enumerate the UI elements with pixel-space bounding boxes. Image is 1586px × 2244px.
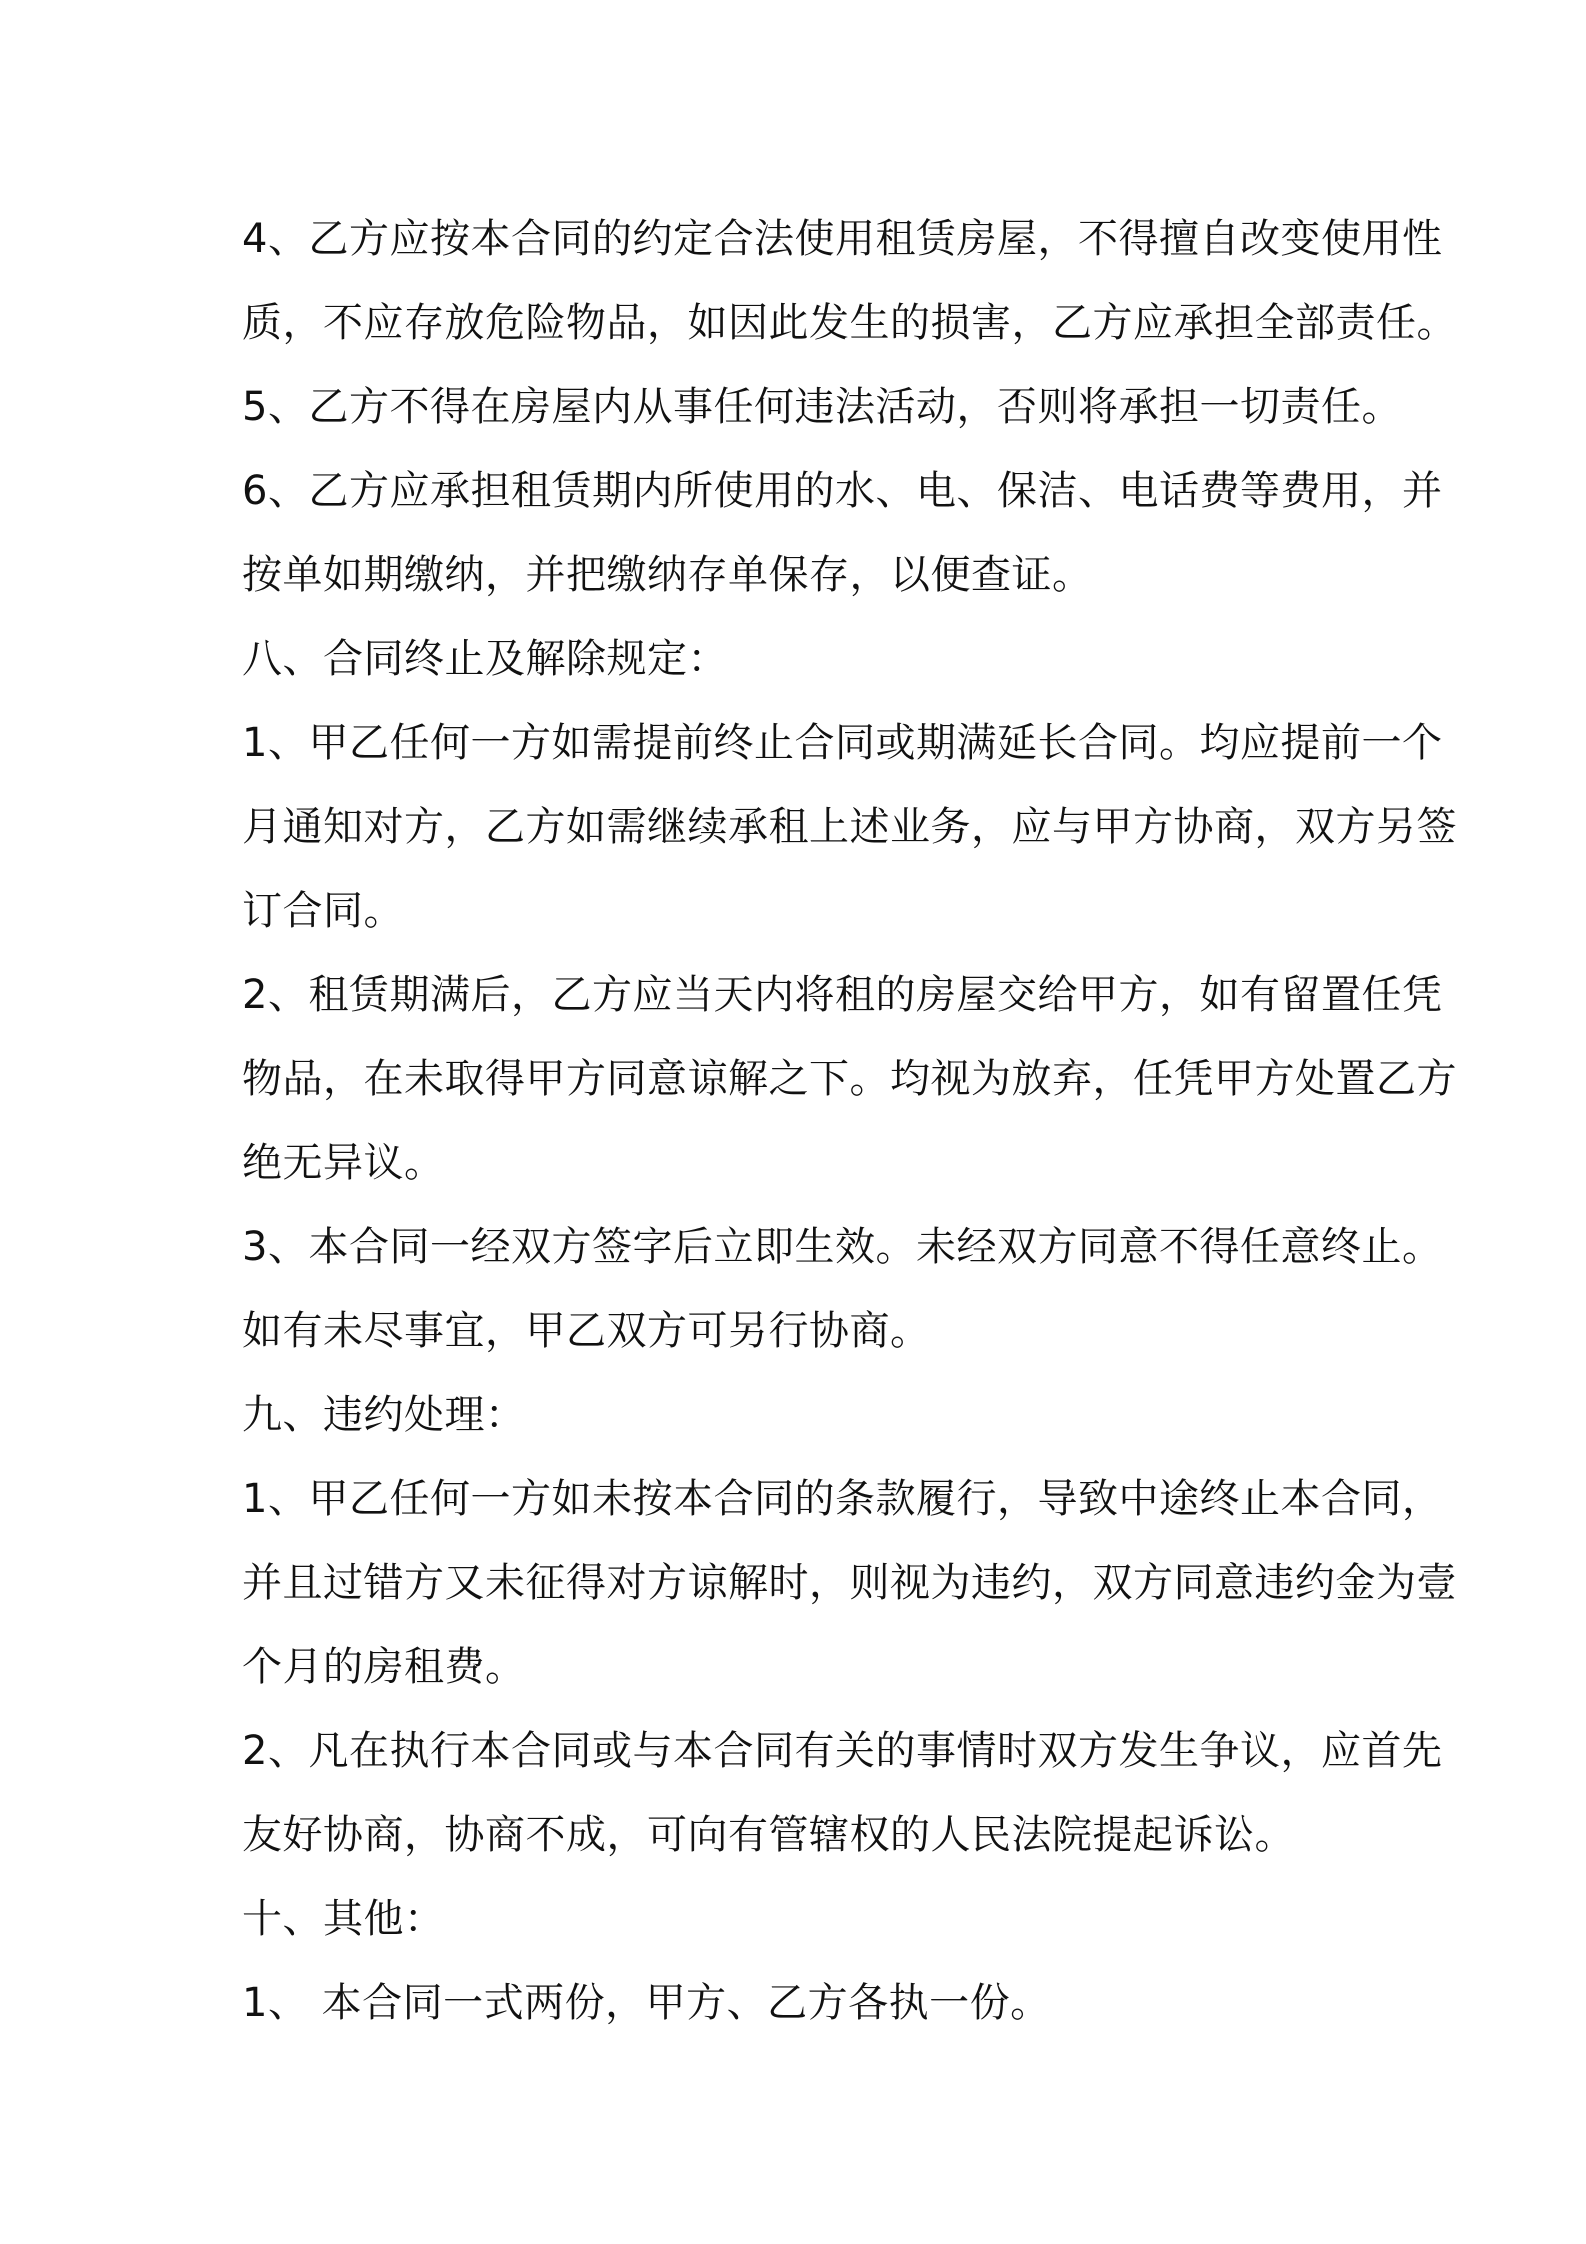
text-line: 如有未尽事宜，甲乙双方可另行协商。: [242, 1308, 931, 1354]
text-line: 并且过错方又未征得对方谅解时，则视为违约，双方同意违约金为壹: [242, 1560, 1457, 1606]
text-line: 3、本合同一经双方签字后立即生效。未经双方同意不得任意终止。: [242, 1224, 1443, 1270]
text-line: 按单如期缴纳，并把缴纳存单保存，以便查证。: [242, 552, 1093, 598]
section-heading: 八、合同终止及解除规定：: [242, 636, 728, 682]
contract-text: [242, 197, 1457, 2045]
text-line: 个月的房租费。: [242, 1644, 526, 1690]
text-line: 质，不应存放危险物品，如因此发生的损害，乙方应承担全部责任。: [242, 300, 1457, 346]
text-line: 6、乙方应承担租赁期内所使用的水、电、保洁、电话费等费用，并: [242, 468, 1443, 514]
text-line: 订合同。: [242, 888, 404, 934]
text-line: 月通知对方，乙方如需继续承租上述业务，应与甲方协商，双方另签: [242, 804, 1457, 850]
section-heading: 十、其他：: [242, 1896, 445, 1942]
text-line: 友好协商，协商不成，可向有管辖权的人民法院提起诉讼。: [242, 1812, 1295, 1858]
text-line: 2、租赁期满后，乙方应当天内将租的房屋交给甲方，如有留置任凭: [242, 972, 1443, 1018]
section-heading: 九、违约处理：: [242, 1392, 526, 1438]
text-line: 物品，在未取得甲方同意谅解之下。均视为放弃，任凭甲方处置乙方: [242, 1056, 1457, 1102]
text-line: 1、甲乙任何一方如需提前终止合同或期满延长合同。均应提前一个: [242, 720, 1443, 766]
text-line: 5、乙方不得在房屋内从事任何违法活动，否则将承担一切责任。: [242, 384, 1402, 430]
text-line: 4、乙方应按本合同的约定合法使用租赁房屋，不得擅自改变使用性: [242, 216, 1443, 262]
text-line: 1、 本合同一式两份，甲方、乙方各执一份。: [242, 1980, 1051, 2026]
text-line: 2、凡在执行本合同或与本合同有关的事情时双方发生争议，应首先: [242, 1728, 1443, 1774]
text-line: 1、甲乙任何一方如未按本合同的条款履行，导致中途终止本合同，: [242, 1476, 1443, 1522]
text-line: 绝无异议。: [242, 1140, 445, 1186]
